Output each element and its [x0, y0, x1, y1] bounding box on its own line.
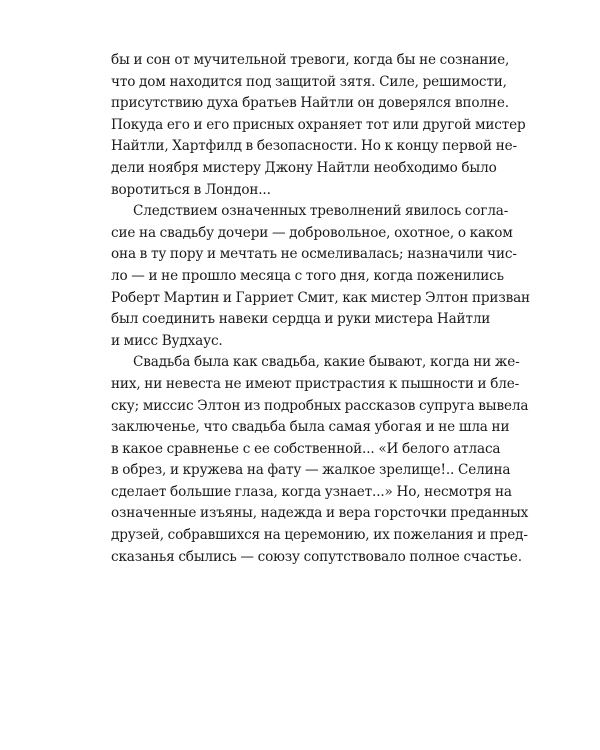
text-line: в обрез, и кружева на фату — жалкое зрелище!.. Селина — [111, 462, 511, 479]
text-line: и мисс Вудхаус. — [111, 332, 223, 349]
text-line: сие на свадьбу дочери — добровольное, охотное, о каком — [111, 224, 513, 241]
paragraph — [111, 201, 530, 352]
paragraph — [111, 50, 526, 201]
body-text — [111, 50, 530, 568]
paragraph — [111, 352, 529, 568]
text-line: Свадьба была как свадьба, какие бывают, когда ни же- — [133, 354, 520, 371]
text-line: дели ноября мистеру Джону Найтли необходимо было — [111, 159, 497, 176]
text-line: в какое сравненье с ее собственной... «И белого атласа — [111, 440, 501, 457]
text-line: них, ни невеста не имеют пристрастия к пышности и бле- — [111, 375, 520, 392]
text-line: Роберт Мартин и Гарриет Смит, как мистер Элтон призван — [111, 289, 530, 306]
text-line: сказанья сбылись — союзу сопутствовало полное счастье. — [111, 548, 522, 565]
text-line: воротиться в Лондон... — [111, 181, 271, 198]
text-line: она в ту пору и мечтать не осмеливалась; назначили чис- — [111, 246, 517, 263]
text-line: ску; миссис Элтон из подробных рассказов супруга вывела — [111, 397, 529, 414]
text-line: что дом находится под защитой зятя. Силе, решимости, — [111, 73, 507, 90]
text-line: заключенье, что свадьба была самая убогая и не шла ни — [111, 419, 510, 436]
text-line: бы и сон от мучительной тревоги, когда бы не сознание, — [111, 52, 510, 68]
text-line: означенные изъяны, надежда и вера горсточки преданных — [111, 505, 529, 522]
text-line: был соединить навеки сердца и руки мистера Найтли — [111, 311, 491, 328]
text-line: Покуда его и его присных охраняет тот или другой мистер — [111, 116, 526, 133]
text-line: Следствием означенных треволнений явилось согла- — [133, 203, 509, 220]
text-line: сделает большие глаза, когда узнает...» Но, несмотря на — [111, 483, 512, 500]
text-line: присутствию духа братьев Найтли он доверялся вполне. — [111, 95, 509, 112]
text-line: ло — и не прошло месяца с того дня, когда поженились — [111, 267, 504, 284]
text-line: друзей, собравшихся на церемонию, их пожелания и пред- — [111, 527, 528, 544]
text-line: Найтли, Хартфилд в безопасности. Но к концу первой не- — [111, 138, 517, 155]
